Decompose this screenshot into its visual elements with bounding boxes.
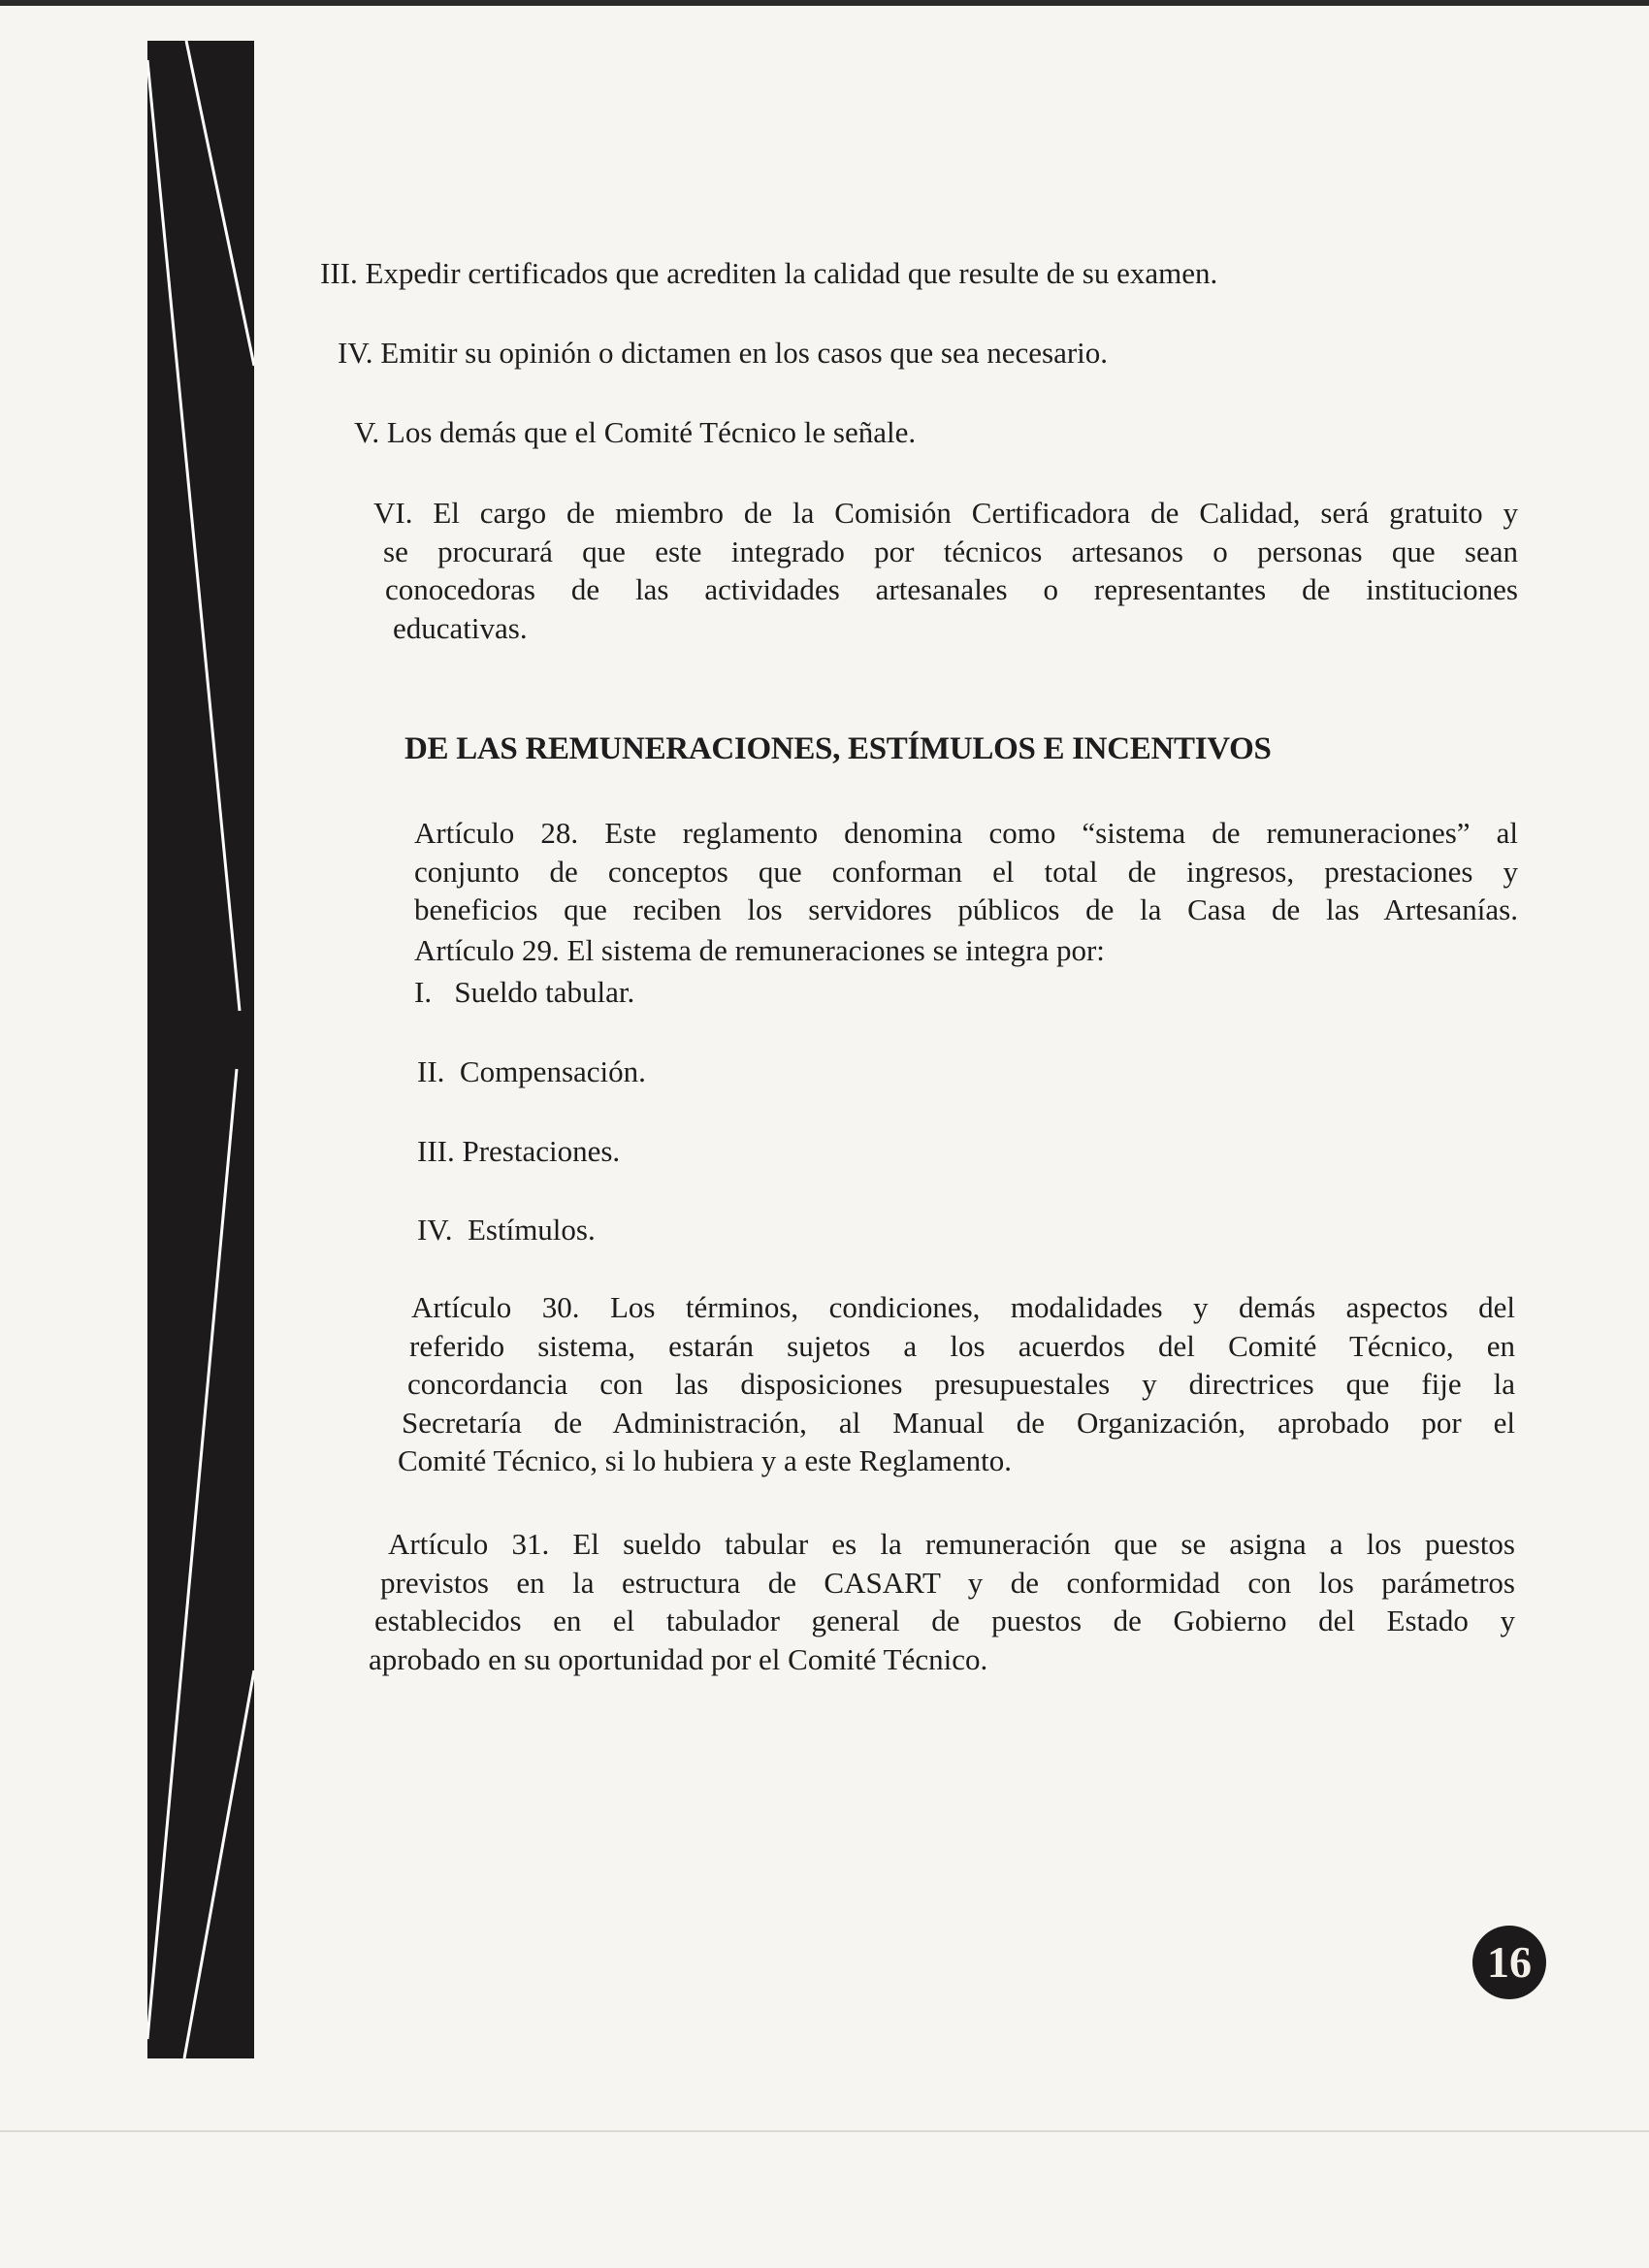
article-31-line: previstos en la estructura de CASART y de conformidad con los parámetros (380, 1565, 1515, 1600)
scan-top-edge (0, 0, 1649, 6)
article-30-line: concordancia con las disposiciones presupuestales y directrices que fije la (407, 1367, 1515, 1401)
list-item-vi-line: educativas. (393, 610, 528, 645)
article-30 (398, 1288, 1515, 1480)
list-29-item-ii: II. Compensación. (417, 1054, 646, 1088)
article-31-line: establecidos en el tabulador general de puestos de Gobierno del Estado y (374, 1604, 1515, 1637)
article-31-line: Artículo 31. El sueldo tabular es la remuneración que se asigna a los puestos (388, 1527, 1515, 1561)
list-29-item-iv: IV. Estímulos. (417, 1213, 596, 1247)
article-28-line: beneficios que reciben los servidores públicos de la Casa de las Artesanías. (414, 892, 1518, 926)
article-31 (369, 1525, 1515, 1678)
list-item-v: V. Los demás que el Comité Técnico le señale. (354, 415, 917, 449)
list-item-vi-line: se procurará que este integrado por técnicos artesanos o personas que sean (383, 534, 1518, 568)
list-item-iv: IV. Emitir su opinión o dictamen en los casos que sea necesario. (338, 336, 1109, 370)
list-item-iii: III. Expedir certificados que acrediten la calidad que resulte de su examen. (320, 256, 1218, 290)
article-29: Artículo 29. El sistema de remuneraciones se integra por: (414, 933, 1105, 967)
side-band-graphic (147, 41, 254, 2058)
list-29-item-iii: III. Prestaciones. (417, 1134, 621, 1168)
list-item-vi-line: conocedoras de las actividades artesanales o representantes de instituciones (385, 572, 1518, 606)
article-28-line: Artículo 28. Este reglamento denomina como “sistema de remuneraciones” al (414, 816, 1518, 850)
page-number-badge: 16 (1472, 1926, 1546, 1999)
list-item-vi-line: VI. El cargo de miembro de la Comisión Certificadora de Calidad, será gratuito y (373, 496, 1518, 530)
section-heading: DE LAS REMUNERACIONES, ESTÍMULOS E INCENTIVOS (404, 731, 1272, 766)
article-28 (414, 814, 1518, 929)
article-30-line: Secretaría de Administración, al Manual de Organización, aprobado por el (402, 1405, 1515, 1440)
article-28-line: conjunto de conceptos que conforman el total de ingresos, prestaciones y (414, 854, 1518, 889)
article-30-line: referido sistema, estarán sujetos a los acuerdos del Comité Técnico, en (409, 1328, 1515, 1363)
list-29-item-i: I. Sueldo tabular. (414, 975, 635, 1009)
scan-bottom-edge (0, 2130, 1649, 2132)
article-30-line: Comité Técnico, si lo hubiera y a este Reglamento. (398, 1443, 1013, 1477)
decorative-side-band (147, 41, 254, 2058)
list-item-vi (373, 494, 1518, 647)
article-31-line: aprobado en su oportunidad por el Comité Técnico. (369, 1641, 988, 1676)
article-30-line: Artículo 30. Los términos, condiciones, modalidades y demás aspectos del (411, 1290, 1515, 1324)
